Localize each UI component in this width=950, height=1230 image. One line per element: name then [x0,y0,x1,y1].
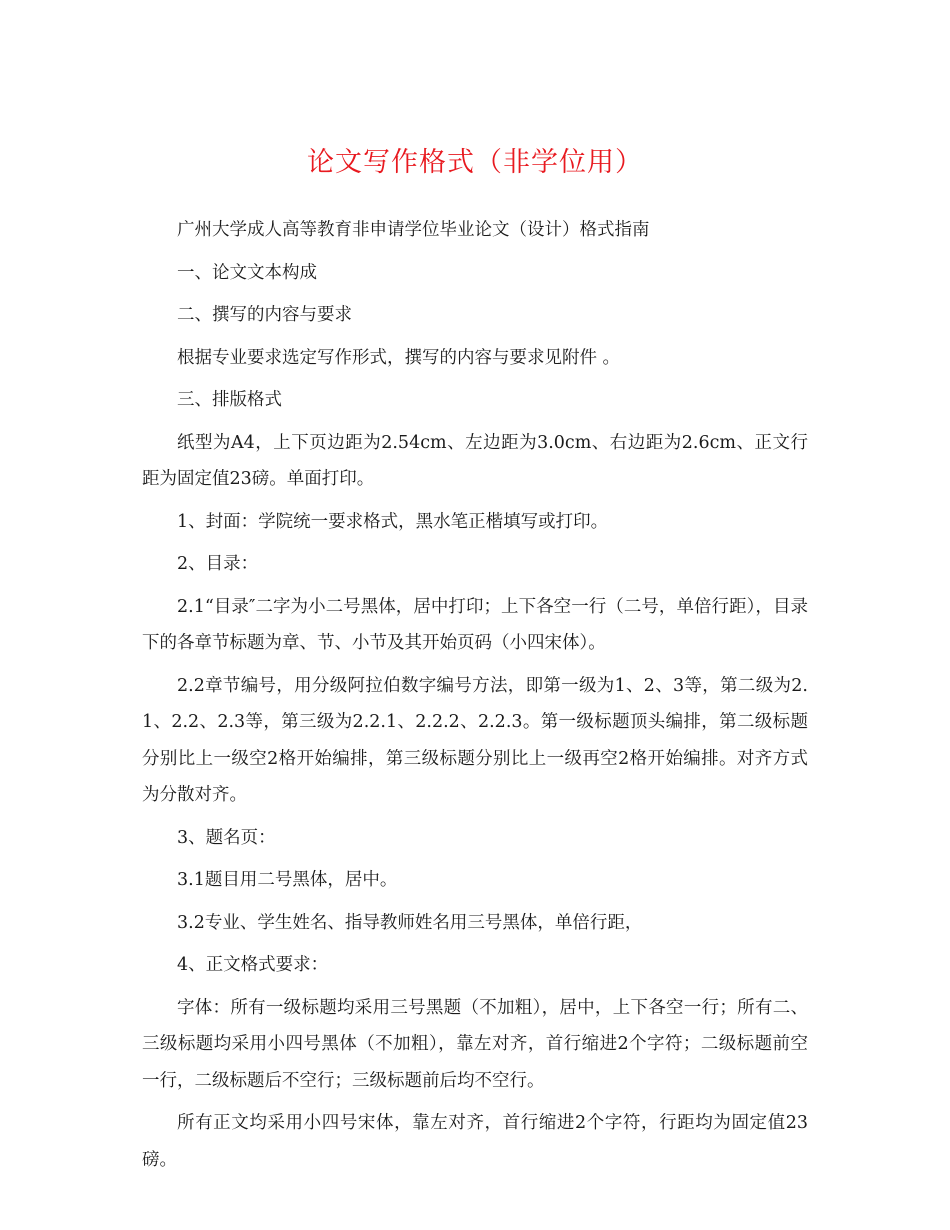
paragraph-title-page-3-2: 3.2专业、学生姓名、指导教师姓名用三号黑体，单倍行距， [177,912,643,933]
paragraph-toc-2-1: 2.1“目录″二字为小二号黑体，居中打印；上下各空一行（二号，单倍行距），目录下的各章节标题为章、节、小节及其开始页码（小四宋体）。 [142,596,808,653]
paragraph-toc-heading: 2、目录： [177,554,259,574]
paragraph-section-2: 二、撰写的内容与要求 [177,305,352,325]
paragraph-body-format: 4、正文格式要求： [177,955,329,975]
document-title: 论文写作格式（非学位用） [307,147,643,178]
paragraph-font-rules: 字体：所有一级标题均采用三号黑题（不加粗），居中，上下各空一行；所有二、三级标题均采用小四号黑体（不加粗），靠左对齐，首行缩进2个字符；二级标题前空一行，二级标题后不空行；三级标题前后均不空行。 [142,997,808,1091]
paragraph-title-page-3-1: 3.1题目用二号黑体，居中。 [177,870,398,890]
paragraph-section-2-body: 根据专业要求选定写作形式，撰写的内容与要求见附件 。 [177,347,621,368]
paragraph-section-1: 一、论文文本构成 [177,262,317,283]
paragraph-toc-2-2: 2.2章节编号，用分级阿拉伯数字编号方法，即第一级为1、2、3等，第二级为2.1、2.2、2.3等，第三级为2.2.1、2.2.2、2.2.3。第一级标题顶头编排，第二级标题分别比上一级空2格开始编排，第三级标题分别比上一级再空2格开始编排。对齐方式为分散对齐。 [142,675,808,805]
paragraph-section-3: 三、排版格式 [177,390,282,410]
paragraph-title-page: 3、题名页： [177,827,276,848]
paragraph-cover: 1、封面：学院统一要求格式，黑水笔正楷填写或打印。 [177,511,609,532]
paragraph-paper-format: 纸型为A4，上下页边距为2.54cm、左边距为3.0cm、右边距为2.6cm、正文行距为固定值23磅。单面打印。 [142,432,808,489]
paragraph-guide-heading: 广州大学成人高等教育非申请学位毕业论文（设计）格式指南 [177,220,650,240]
document-body [142,212,808,1184]
paragraph-body-text-rules: 所有正文均采用小四号宋体，靠左对齐，首行缩进2个字符，行距均为固定值23磅。 [142,1113,808,1170]
